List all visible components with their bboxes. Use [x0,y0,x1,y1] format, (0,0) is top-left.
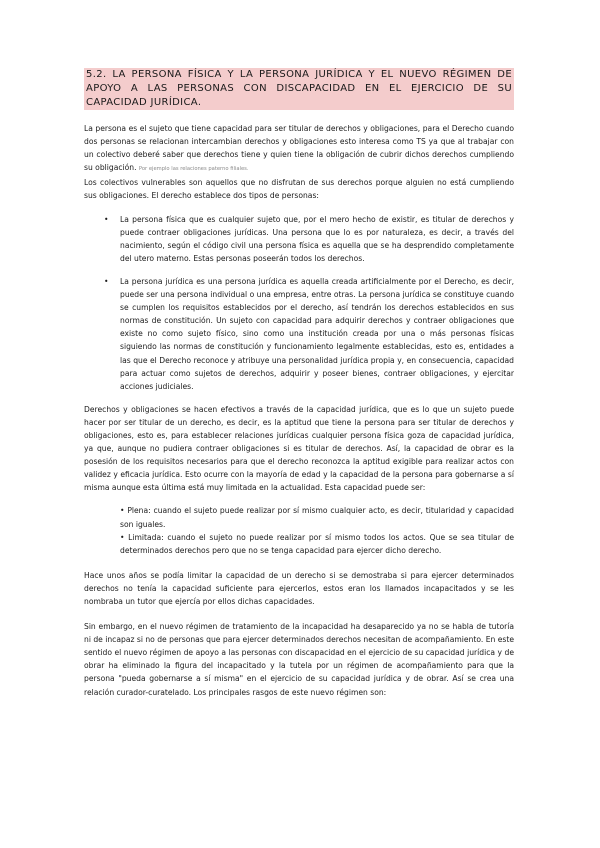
paragraph-colectivos: Los colectivos vulnerables son aquellos que no disfrutan de sus derechos porque alguien no está cumpliendo sus obligaciones. El derecho establece dos tipos de personas: [84,178,514,201]
persona-types-list [84,213,514,393]
list-item-text: La persona jurídica es una persona jurídica es aquella creada artificialmente por el Derecho, es decir, puede ser una persona individual o una empresa, entre otras. La persona jurídica se constituye cuando se cumplen los requisitos establecidos por el derecho, así tendrán los derechos establecidos en sus normas de constitución. Un sujeto con capacidad para adquirir derechos y contraer obligaciones que existe no como sujeto físico, sino como una institución creada por una o más personas físicas siguiendo las normas de constitución y funcionamiento legalmente establecidas, esto es, entidades a las que el Derecho reconoce y atribuye una personalidad jurídica propia y, en consecuencia, capacidad para actuar como sujetos de derechos, adquirir y poseer bienes, contraer obligaciones, y ejercitar acciones judiciales. [120,276,514,391]
section-heading: 5.2. LA PERSONA FÍSICA Y LA PERSONA JURÍDICA Y EL NUEVO RÉGIMEN DE APOYO A LAS PERSONAS CON DISCAPACIDAD EN EL EJERCICIO DE SU CAPACIDAD JURÍDICA. [86,69,512,108]
paragraph-capacidad-juridica: Derechos y obligaciones se hacen efectivos a través de la capacidad jurídica, que es lo que un sujeto puede hacer por ser titular de un derecho, es decir, es la aptitud que tiene la persona para ser titular de derechos y obligaciones, esto es, para establecer relaciones jurídicas cualquier persona física goza de capacidad jurídica, ya que, aunque no pudiera contraer obligaciones si es titular de derechos. Así, la capacidad de obrar es la posesión de los requisitos necesarios para que el derecho reconozca la aptitud exigible para realizar actos con validez y eficacia jurídica. Esto ocurre con la mayoría de edad y la capacidad de la persona para gobernarse a sí misma aunque esta última está muy limitada en la actualidad. Esta capacidad puede ser: [84,404,514,493]
paragraph-persona-text: La persona es el sujeto que tiene capacidad para ser titular de derechos y obligaciones, para el Derecho cuando dos personas se relacionan intercambian derechos y obligaciones esto interesa como TS ya que al trabajar con un colectivo deberé saber que derechos tiene y quien tiene la obligación de cubrir dichos derechos cumpliendo su obligación. [84,124,514,173]
document-page [84,68,514,699]
paragraph-persona-definition [84,122,514,176]
list-item-text: La persona física que es cualquier sujeto que, por el mero hecho de existir, es titular de derechos y puede contraer obligaciones jurídicas. Una persona que lo es por naturaleza, es decir, a través del nacimiento, según el código civil una persona física es aquella que se ha desprendido completamente del utero materno. Estas personas poseerán todos los derechos. [120,214,514,263]
paragraph-nuevo-regimen: Sin embargo, en el nuevo régimen de tratamiento de la incapacidad ha desaparecido ya no se habla de tutoría ni de incapaz si no de personas que para ejercer determinados derechos necesitan de acompañamiento. En este sentido el nuevo régimen de apoyo a las personas con discapacidad en el ejercicio de su capacidad jurídica y de obrar ha eliminado la figura del incapacitado y la tutela por un régimen de acompañamiento para que la persona "pueda gobernarse a sí misma" en el ejercicio de su capacidad jurídica y de obrar. Así se crea una relación curador-curatelado. Los principales rasgos de este nuevo régimen son: [84,622,514,697]
bullet-icon: • [104,214,109,224]
capacity-types [120,504,514,556]
capacity-plena: • Plena: cuando el sujeto puede realizar por sí mismo cualquier acto, es decir, titularidad y capacidad son iguales. [120,506,514,529]
paragraph-incapacitados: Hace unos años se podía limitar la capacidad de un derecho si se demostraba si para ejercer determinados derechos no tenía la capacidad suficiente para ejercerlos, estos eran los llamados incapacitados y se les nombraba un tutor que ejercía por ellos dichas capacidades. [84,570,514,606]
list-item-persona-fisica [104,213,514,265]
side-note: Por ejemplo las relaciones paterno filiales. [138,166,249,173]
list-item-persona-juridica [104,275,514,393]
capacity-limitada: • Limitada: cuando el sujeto no puede realizar por sí mismo todos los actos. Que se sea titular de determinados derechos pero que no se tenga capacidad para ejercer dicho derecho. [120,532,514,555]
bullet-icon: • [104,276,109,286]
